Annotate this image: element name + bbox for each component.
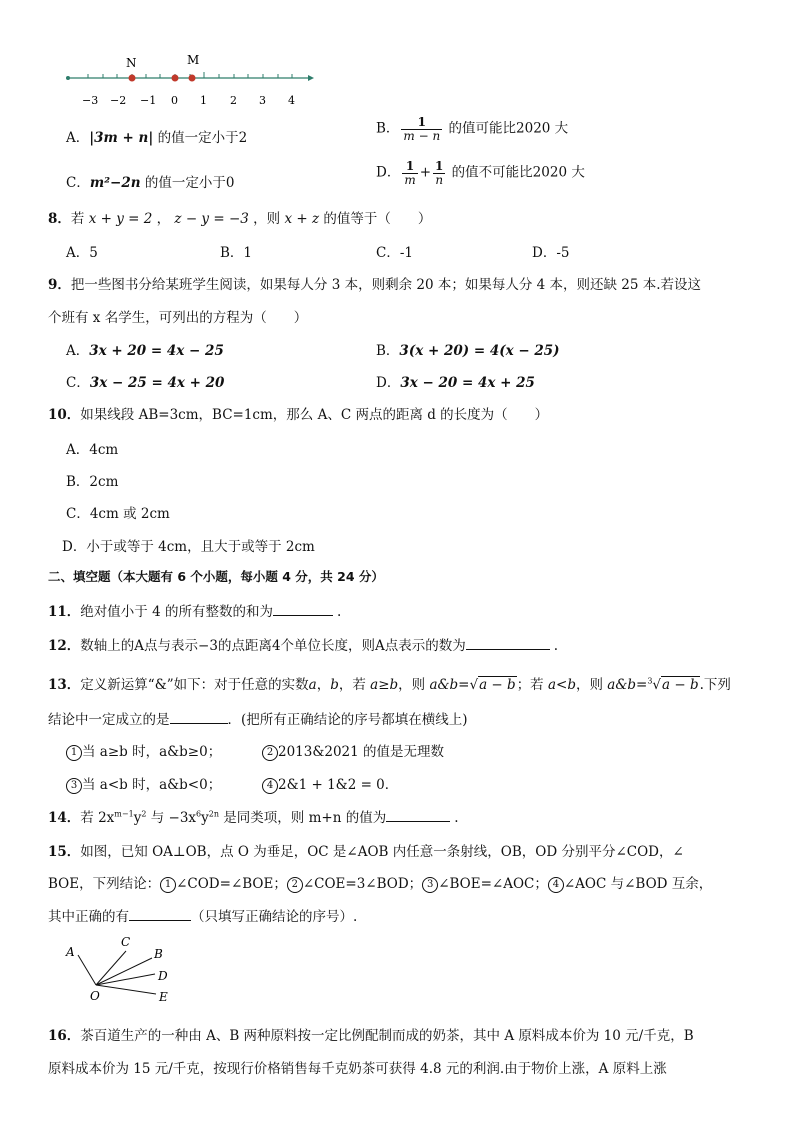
conclusion-text: 当 a<b 时，a&b<0；: [82, 777, 222, 793]
label-c: C: [121, 935, 131, 949]
conclusion-text: 2013&2021 的值是无理数: [278, 744, 445, 760]
q10-option-d[interactable]: D．小于或等于 4cm，且大于或等于 2cm: [62, 539, 315, 555]
label-b: B: [154, 947, 163, 961]
question-text: ∠COE=3∠BOD；: [302, 876, 423, 892]
condition: a<b: [547, 677, 576, 693]
question-10: [48, 403, 548, 423]
fraction: [402, 160, 417, 186]
ray-ob: [96, 958, 152, 985]
option-text: 的值可能比2020 大: [444, 120, 569, 137]
point-zero-dot: [172, 75, 179, 82]
question-text: 是同类项，则 m+n 的值为: [219, 810, 387, 826]
question-text: ，若: [338, 677, 371, 693]
question-text: ∠BOE=∠AOC；: [438, 876, 548, 892]
number-line-start-dot: [66, 76, 70, 80]
equation: x + z: [284, 211, 320, 227]
option-label: C．: [66, 175, 90, 191]
circled-number: 4: [262, 778, 278, 794]
question-number: 9．: [48, 277, 71, 293]
equation: z − y = −3: [174, 211, 249, 227]
exponent: 6: [196, 809, 202, 819]
question-8: [48, 207, 431, 227]
question-number: 10．: [48, 407, 81, 423]
answer-blank[interactable]: [170, 711, 228, 724]
question-11: [48, 600, 341, 620]
q8-option-b[interactable]: B．1: [220, 245, 253, 261]
question-text: 茶百道生产的一种由 A、B 两种原料按一定比例配制而成的奶茶，其中 A 原料成本价为 10 元/千克，B: [80, 1028, 694, 1044]
number-line-figure: [60, 50, 320, 110]
question-text: 如图，已知 OA⊥OB，点 O 为垂足，OC 是∠AOB 内任意一条射线，OB，OD 分别平分∠COD，∠: [80, 844, 684, 860]
tick-label: 3: [259, 94, 266, 107]
question-text: y: [133, 810, 142, 826]
q13-conclusion-2: [262, 740, 444, 761]
q8-option-a[interactable]: A．5: [66, 245, 98, 261]
option-expr: m²−2n: [89, 175, 141, 191]
condition: a≥b: [370, 677, 399, 693]
label-n: N: [126, 56, 137, 70]
question-15-line-1: [48, 840, 684, 860]
question-number: 8．: [48, 211, 71, 227]
definition-lhs: a&b=: [607, 677, 648, 693]
fraction: [433, 160, 445, 186]
fraction: [401, 116, 442, 142]
sqrt-sign: √: [469, 677, 479, 693]
radicand: a − b: [662, 677, 699, 693]
ray-oa: [78, 955, 96, 985]
point-m: [189, 75, 196, 82]
tick-label: −3: [82, 94, 99, 107]
option-expr: 3x + 20 = 4x − 25: [89, 343, 224, 359]
exponent: 2n: [208, 809, 220, 819]
rays: [78, 951, 156, 994]
option-label: A．: [66, 343, 90, 359]
q10-option-a[interactable]: A．4cm: [66, 442, 119, 458]
q9-option-d[interactable]: [376, 371, 535, 391]
question-15-line-3: [48, 905, 357, 925]
cbrt-sign: √: [652, 677, 662, 693]
numerator: 1: [417, 115, 426, 129]
option-expr: |3m + n|: [89, 130, 154, 146]
question-text: 绝对值小于 4 的所有整数的和为: [80, 604, 273, 620]
question-text: 与 −3x: [146, 810, 197, 826]
question-16-line-1: [48, 1024, 694, 1044]
question-text: .下列: [699, 677, 731, 693]
question-13-line-1: [48, 673, 731, 693]
number-line-arrow: [308, 75, 314, 81]
option-label: B．: [376, 120, 400, 137]
question-text: 的值等于（ ）: [319, 211, 432, 227]
tick-label: 4: [288, 94, 295, 107]
definition-lhs: a&b=: [429, 677, 470, 693]
label-a: A: [66, 945, 75, 959]
question-text: 若 2x: [80, 810, 115, 826]
question-text: ，则: [398, 677, 430, 693]
q7-option-d[interactable]: [376, 160, 585, 186]
question-text: ．(把所有正确结论的序号都填在横线上): [227, 712, 468, 728]
label-m: M: [187, 53, 200, 67]
q9-option-b[interactable]: [376, 339, 560, 359]
q10-option-c[interactable]: C．4cm 或 2cm: [66, 506, 170, 522]
circled-number: 3: [422, 877, 438, 893]
answer-blank[interactable]: [466, 637, 550, 650]
denominator: m: [404, 172, 416, 187]
question-text: 数轴上的A点与表示−3的点距离4个单位长度，则A点表示的数为: [80, 638, 466, 654]
q13-conclusion-3: [66, 773, 221, 794]
label-o: O: [90, 989, 100, 1003]
question-15-line-2: [48, 872, 712, 893]
question-text: ，则: [248, 211, 285, 227]
option-label: A．: [66, 130, 90, 146]
question-text: 定义新运算“&”如下：对于任意的实数: [80, 677, 309, 693]
tick-label: 1: [200, 94, 207, 107]
q13-conclusion-4: [262, 773, 398, 794]
question-13-line-2: [48, 708, 468, 728]
answer-blank[interactable]: [386, 809, 450, 822]
question-text: （只填写正确结论的序号）.: [191, 909, 358, 925]
question-end: .: [336, 604, 342, 620]
option-label: C．: [66, 375, 90, 391]
conclusion-text: 当 a≥b 时，a&b≥0；: [82, 744, 222, 760]
variable: a: [308, 677, 317, 693]
answer-blank[interactable]: [273, 603, 333, 616]
question-16-line-2: 原料成本价为 15 元/千克，按现行价格销售每千克奶茶可获得 4.8 元的利润.由于物价上涨，A 原料上涨: [48, 1061, 667, 1077]
denominator: m − n: [403, 128, 441, 143]
question-number: 15．: [48, 844, 81, 860]
question-text: 把一些图书分给某班学生阅读，如果每人分 3 本，则剩余 20 本；如果每人分 4 本，则还缺 25 本.若设这: [70, 277, 702, 293]
q7-option-a[interactable]: [66, 126, 247, 146]
option-text: 的值一定小于0: [140, 175, 235, 191]
question-number: 11．: [48, 604, 81, 620]
separator: ，: [152, 211, 175, 227]
equation: x + y = 2: [88, 211, 153, 227]
exponent: m−1: [114, 809, 134, 819]
question-14: [48, 806, 459, 826]
question-text: ∠COD=∠BOE；: [176, 876, 287, 892]
circled-number: 2: [287, 877, 303, 893]
q9-option-a[interactable]: [66, 339, 224, 359]
answer-blank[interactable]: [129, 908, 191, 921]
tick-label: −1: [140, 94, 157, 107]
option-expr: 3x − 20 = 4x + 25: [400, 375, 535, 391]
option-label: D．: [376, 164, 401, 181]
plus-sign: +: [419, 164, 432, 181]
question-text: ；若: [516, 677, 548, 693]
q7-option-c[interactable]: [66, 171, 234, 191]
question-9-line-1: [48, 273, 701, 293]
circled-number: 1: [160, 877, 176, 893]
section-title-fill-in: 二、填空题（本大题有 6 个小题，每小题 4 分，共 24 分）: [48, 569, 384, 584]
option-expr: 3(x + 20) = 4(x − 25): [399, 343, 560, 359]
q8-option-c[interactable]: C．-1: [376, 245, 413, 261]
tick-label: −2: [110, 94, 127, 107]
exponent: 2: [141, 809, 147, 819]
option-label: B．: [376, 343, 400, 359]
circled-number: 2: [262, 745, 278, 761]
q9-option-c[interactable]: [66, 371, 224, 391]
conclusion-text: 2&1 + 1&2 = 0．: [278, 777, 399, 793]
option-text: 的值一定小于2: [153, 130, 248, 146]
question-text: y: [201, 810, 209, 826]
question-text: 如果线段 AB=3cm，BC=1cm，那么 A、C 两点的距离 d 的长度为（ ）: [80, 407, 549, 423]
label-d: D: [158, 969, 168, 983]
numerator: 1: [405, 159, 415, 173]
circled-number: 4: [548, 877, 564, 893]
circled-number: 1: [66, 745, 82, 761]
question-12: [48, 634, 558, 654]
separator: ，: [316, 677, 331, 693]
angle-figure: [60, 930, 190, 1010]
option-expr: 3x − 25 = 4x + 20: [89, 375, 225, 391]
radicand: a − b: [479, 677, 516, 693]
question-number: 14．: [48, 810, 81, 826]
question-text: 若: [70, 211, 89, 227]
ray-oe: [96, 985, 156, 994]
denominator: n: [433, 173, 445, 187]
q7-option-b[interactable]: [376, 116, 568, 142]
tick-labels: [82, 94, 295, 107]
question-text: ，则: [576, 677, 608, 693]
numerator: 1: [435, 159, 444, 173]
option-text: 的值不可能比2020 大: [447, 164, 585, 181]
question-9-line-2: 个班有 x 名学生，可列出的方程为（ ）: [48, 310, 308, 326]
tick-label: 0: [171, 94, 178, 107]
question-end: .: [454, 810, 459, 826]
variable: b: [330, 677, 339, 693]
q10-option-b[interactable]: B．2cm: [66, 474, 119, 490]
question-number: 16．: [48, 1028, 81, 1044]
question-text: 结论中一定成立的是: [48, 712, 170, 728]
point-n: [129, 75, 136, 82]
question-number: 13．: [48, 677, 81, 693]
option-label: D．: [376, 375, 401, 391]
root-index: 3: [647, 676, 653, 686]
q8-option-d[interactable]: D．-5: [532, 245, 570, 261]
question-end: .: [553, 638, 559, 654]
q13-conclusion-1: [66, 740, 221, 761]
question-text: ∠AOC 与∠BOD 互余，: [563, 876, 713, 892]
label-e: E: [159, 990, 168, 1004]
tick-label: 2: [230, 94, 237, 107]
question-text: BOE，下列结论：: [48, 876, 161, 892]
question-text: 其中正确的有: [48, 909, 129, 925]
circled-number: 3: [66, 778, 82, 794]
question-number: 12．: [48, 638, 81, 654]
